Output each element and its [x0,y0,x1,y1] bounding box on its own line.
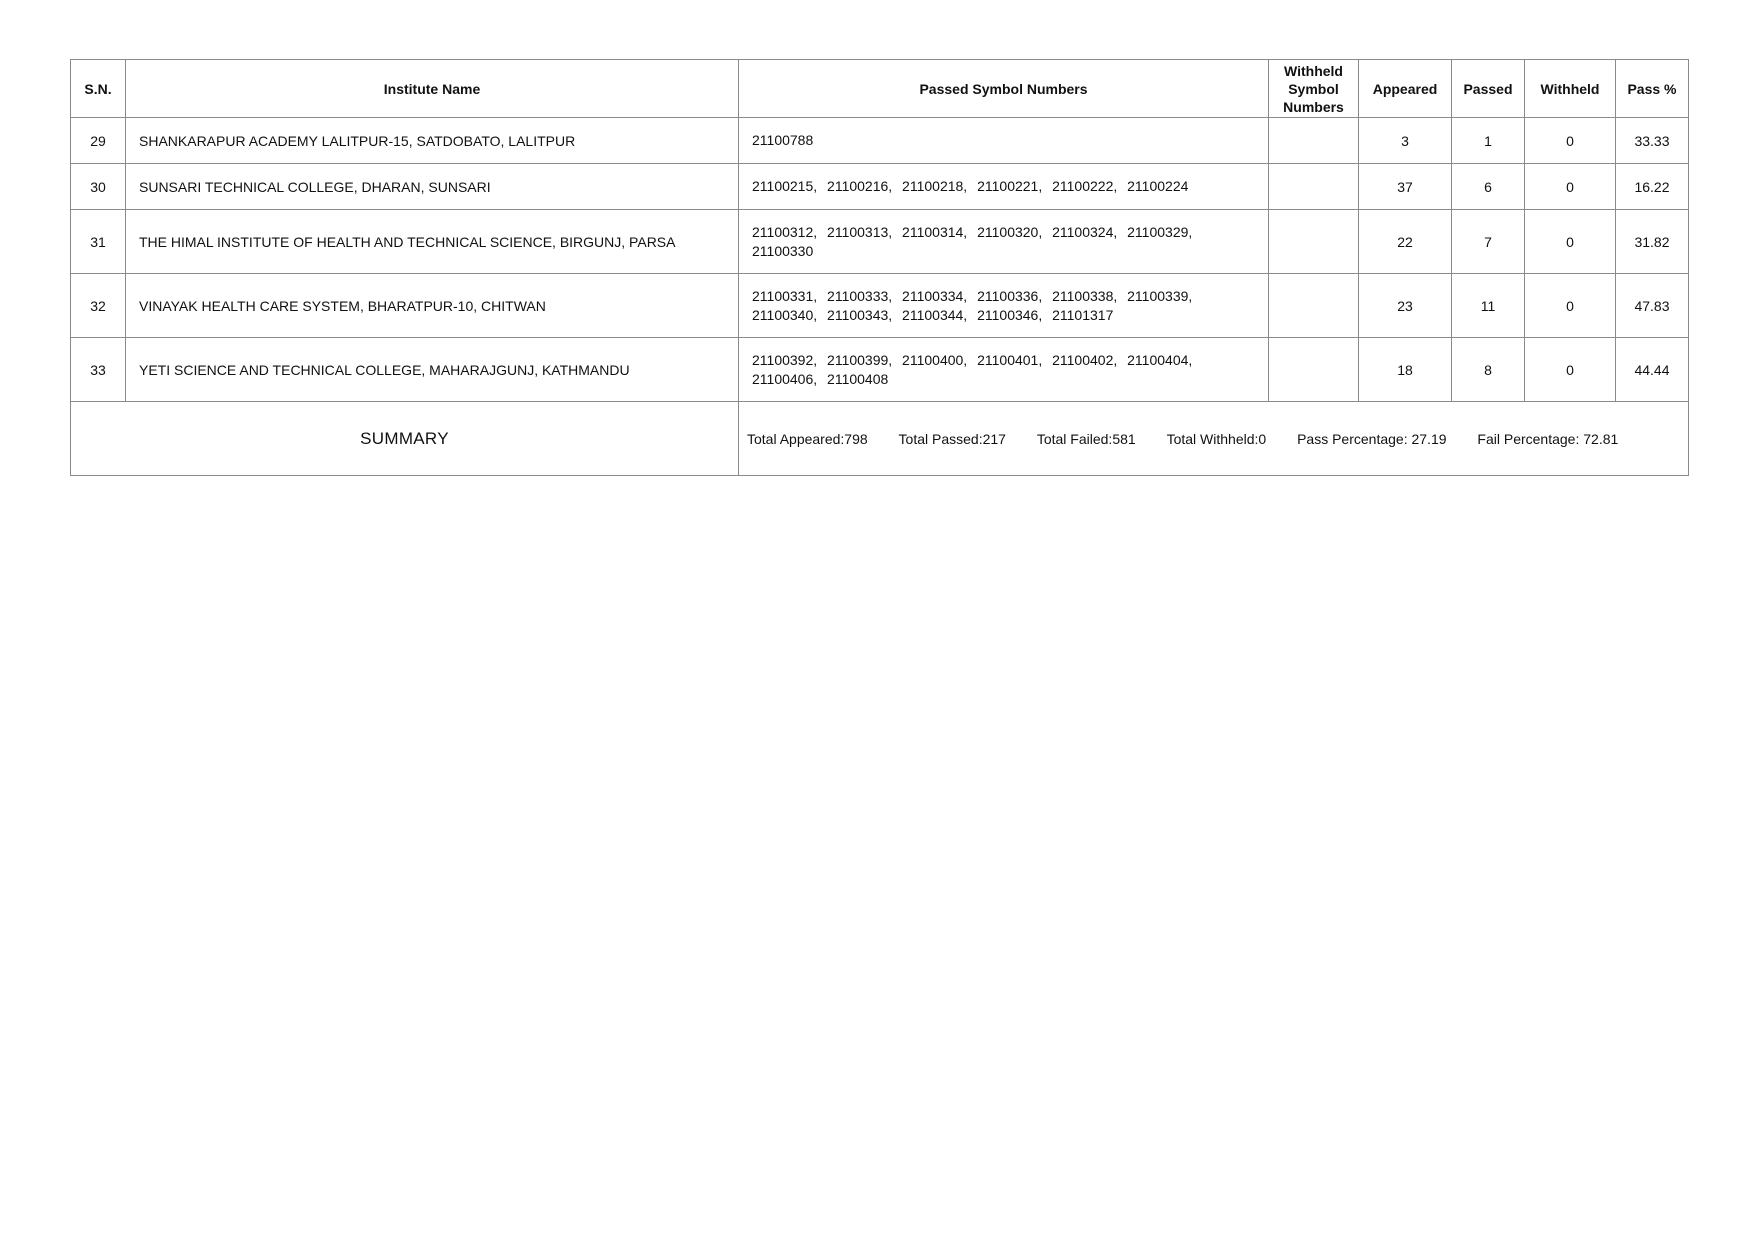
table-row [71,164,1689,210]
cell-passed: 7 [1452,210,1525,274]
cell-sn: 33 [71,338,126,402]
cell-passed-symbols: 21100392, 21100399, 21100400, 21100401, 21100402, 21100404, 21100406, 21100408 [739,338,1269,402]
cell-passed: 8 [1452,338,1525,402]
cell-withheld: 0 [1525,338,1616,402]
header-withheld: Withheld [1525,60,1616,118]
cell-pass-percent: 31.82 [1616,210,1689,274]
header-withheld-symbol-line2: Symbol [1288,80,1339,97]
table-row [71,210,1689,274]
header-sn: S.N. [71,60,126,118]
cell-passed: 1 [1452,118,1525,164]
table-row [71,274,1689,338]
cell-withheld: 0 [1525,164,1616,210]
header-withheld-symbol-numbers [1269,60,1359,118]
cell-passed-symbols: 21100788 [739,118,1269,164]
summary-total-withheld: Total Withheld:0 [1166,430,1267,447]
cell-sn: 31 [71,210,126,274]
cell-appeared: 18 [1359,338,1452,402]
header-pass-percent: Pass % [1616,60,1689,118]
summary-fail-percentage: Fail Percentage: 72.81 [1477,430,1619,447]
summary-stats [739,402,1689,476]
cell-withheld: 0 [1525,210,1616,274]
cell-withheld-symbols [1269,274,1359,338]
cell-institute-name: THE HIMAL INSTITUTE OF HEALTH AND TECHNICAL SCIENCE, BIRGUNJ, PARSA [126,210,739,274]
cell-institute-name: YETI SCIENCE AND TECHNICAL COLLEGE, MAHARAJGUNJ, KATHMANDU [126,338,739,402]
header-passed: Passed [1452,60,1525,118]
table-row [71,118,1689,164]
cell-withheld-symbols [1269,164,1359,210]
cell-withheld: 0 [1525,274,1616,338]
cell-appeared: 3 [1359,118,1452,164]
cell-withheld: 0 [1525,118,1616,164]
cell-passed-symbols: 21100215, 21100216, 21100218, 21100221, 21100222, 21100224 [739,164,1269,210]
header-appeared: Appeared [1359,60,1452,118]
header-withheld-symbol-line1: Withheld [1284,62,1343,79]
summary-label: SUMMARY [71,402,739,476]
cell-appeared: 37 [1359,164,1452,210]
summary-row [71,402,1689,476]
cell-pass-percent: 33.33 [1616,118,1689,164]
cell-pass-percent: 44.44 [1616,338,1689,402]
cell-institute-name: SHANKARAPUR ACADEMY LALITPUR-15, SATDOBATO, LALITPUR [126,118,739,164]
cell-appeared: 22 [1359,210,1452,274]
header-passed-symbol-numbers: Passed Symbol Numbers [739,60,1269,118]
cell-passed-symbols: 21100331, 21100333, 21100334, 21100336, 21100338, 21100339, 21100340, 21100343, 21100344, 21100346, 21101317 [739,274,1269,338]
table-row [71,338,1689,402]
cell-sn: 30 [71,164,126,210]
cell-passed: 11 [1452,274,1525,338]
cell-withheld-symbols [1269,210,1359,274]
results-table [70,59,1689,476]
cell-passed-symbols: 21100312, 21100313, 21100314, 21100320, 21100324, 21100329, 21100330 [739,210,1269,274]
header-withheld-symbol-line3: Numbers [1283,98,1344,115]
cell-withheld-symbols [1269,338,1359,402]
table-header-row [71,60,1689,118]
summary-pass-percentage: Pass Percentage: 27.19 [1297,430,1447,447]
cell-institute-name: VINAYAK HEALTH CARE SYSTEM, BHARATPUR-10, CHITWAN [126,274,739,338]
cell-withheld-symbols [1269,118,1359,164]
summary-total-failed: Total Failed:581 [1036,430,1136,447]
cell-appeared: 23 [1359,274,1452,338]
cell-institute-name: SUNSARI TECHNICAL COLLEGE, DHARAN, SUNSARI [126,164,739,210]
cell-sn: 29 [71,118,126,164]
cell-pass-percent: 16.22 [1616,164,1689,210]
cell-pass-percent: 47.83 [1616,274,1689,338]
header-institute-name: Institute Name [126,60,739,118]
summary-total-passed: Total Passed:217 [898,430,1006,447]
summary-total-appeared: Total Appeared:798 [747,430,868,447]
cell-passed: 6 [1452,164,1525,210]
cell-sn: 32 [71,274,126,338]
